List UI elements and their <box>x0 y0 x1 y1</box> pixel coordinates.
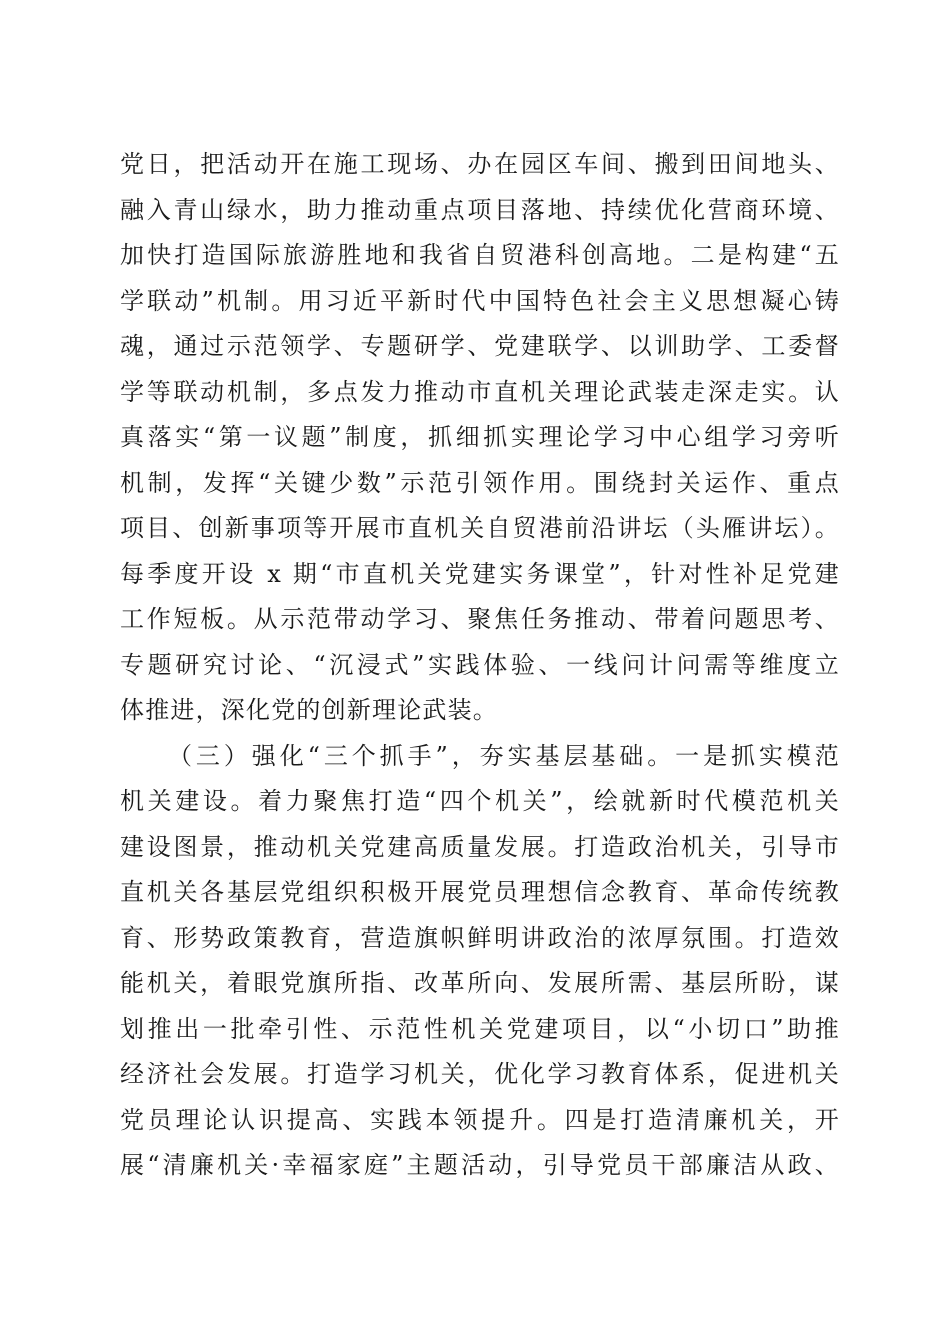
text-line: 项目、创新事项等开展市直机关自贸港前沿讲坛（头雁讲坛）。 <box>120 514 840 542</box>
text-line: 学等联动机制，多点发力推动市直机关理论武装走深走实。认 <box>120 377 840 406</box>
text-line: 展“清廉机关·幸福家庭”主题活动，引导党员干部廉洁从政、 <box>120 1151 840 1179</box>
text-line: 经济社会发展。打造学习机关，优化学习教育体系，促进机关 <box>120 1060 840 1088</box>
text-line: 能机关，着眼党旗所指、改革所向、发展所需、基层所盼，谋 <box>120 969 840 997</box>
text-line: 每季度开设 x 期“市直机关党建实务课堂”，针对性补足党建 <box>120 559 840 588</box>
text-line: 党日，把活动开在施工现场、办在园区车间、搬到田间地头、 <box>120 150 840 178</box>
text-line: 加快打造国际旅游胜地和我省自贸港科创高地。二是构建“五 <box>120 241 840 269</box>
text-line: 工作短板。从示范带动学习、聚焦任务推动、带着问题思考、 <box>120 605 840 633</box>
text-line: 融入青山绿水，助力推动重点项目落地、持续优化营商环境、 <box>120 195 840 224</box>
text-line: 机关建设。着力聚焦打造“四个机关”，绘就新时代模范机关 <box>120 787 840 815</box>
text-line: 学联动”机制。用习近平新时代中国特色社会主义思想凝心铸 <box>120 286 840 315</box>
text-line: 育、形势政策教育，营造旗帜鲜明讲政治的浓厚氛围。打造效 <box>120 923 840 952</box>
text-line: 划推出一批牵引性、示范性机关党建项目，以“小切口”助推 <box>120 1014 840 1043</box>
body-text <box>120 142 840 1189</box>
text-line: 机制，发挥“关键少数”示范引领作用。围绕封关运作、重点 <box>120 468 840 497</box>
text-line: （三）强化“三个抓手”，夯实基层基础。一是抓实模范 <box>168 741 840 770</box>
text-line: 魂，通过示范领学、专题研学、党建联学、以训助学、工委督 <box>120 332 840 360</box>
text-line: 专题研究讨论、“沉浸式”实践体验、一线问计问需等维度立 <box>120 650 840 679</box>
text-line: 真落实“第一议题”制度，抓细抓实理论学习中心组学习旁听 <box>120 423 840 451</box>
text-line: 党员理论认识提高、实践本领提升。四是打造清廉机关，开 <box>120 1105 840 1134</box>
text-line: 直机关各基层党组织积极开展党员理想信念教育、革命传统教 <box>120 878 840 906</box>
text-line: 体推进，深化党的创新理论武装。 <box>120 696 498 724</box>
text-line: 建设图景，推动机关党建高质量发展。打造政治机关，引导市 <box>120 832 840 861</box>
